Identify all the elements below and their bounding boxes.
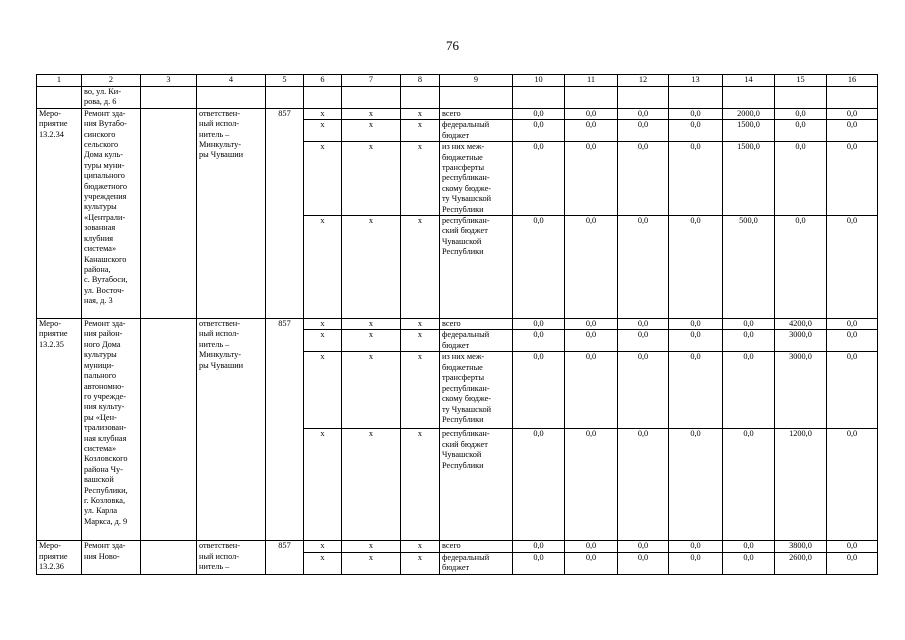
event-code: Меро- приятие 13.2.36 xyxy=(37,541,82,574)
column-header-12: 12 xyxy=(618,75,669,87)
table-header xyxy=(37,75,878,87)
amount-cell: 1200,0 xyxy=(775,429,827,541)
amount-cell: 0,0 xyxy=(827,216,878,319)
amount-cell: 0,0 xyxy=(827,552,878,574)
amount-cell: 0,0 xyxy=(775,142,827,216)
rz-pr-cell: x xyxy=(304,120,342,142)
budget-table xyxy=(36,74,878,575)
amount-cell: 0,0 xyxy=(618,120,669,142)
amount-cell: 0,0 xyxy=(669,319,723,330)
event-name: Ремонт зда- ния Вутабо- синского сельского Дома куль- туры муни- ципального бюджетного учреждения культуры «Централи- зованная клубния система» Канашского района, с. Вутабоси, ул. Восточ- ная, д. 3 xyxy=(82,108,141,318)
csr-cell: x xyxy=(342,142,401,216)
amount-cell: 0,0 xyxy=(775,216,827,319)
table-row xyxy=(37,541,878,552)
table-row xyxy=(37,108,878,119)
rz-pr-cell: x xyxy=(304,330,342,352)
csr-cell: x xyxy=(342,330,401,352)
amount-cell: 0,0 xyxy=(565,352,618,429)
amount-cell: 0,0 xyxy=(669,552,723,574)
amount-cell: 0,0 xyxy=(669,216,723,319)
amount-cell: 0,0 xyxy=(827,330,878,352)
amount-cell: 1500,0 xyxy=(723,120,775,142)
csr-cell: x xyxy=(342,352,401,429)
empty-cell xyxy=(669,87,723,109)
amount-cell: 0,0 xyxy=(513,541,565,552)
amount-cell: 0,0 xyxy=(827,429,878,541)
amount-cell: 0,0 xyxy=(565,330,618,352)
amount-cell: 0,0 xyxy=(618,352,669,429)
amount-cell: 0,0 xyxy=(827,319,878,330)
vr-cell: x xyxy=(401,108,440,119)
amount-cell: 0,0 xyxy=(827,352,878,429)
table-body xyxy=(37,87,878,575)
amount-cell: 0,0 xyxy=(618,429,669,541)
amount-cell: 0,0 xyxy=(723,352,775,429)
funding-source: из них меж- бюджетные трансферты республикан- скому бюдже- ту Чувашской Республики xyxy=(440,352,513,429)
column-header-9: 9 xyxy=(440,75,513,87)
empty-cell xyxy=(141,541,197,574)
responsible-executor: ответствен- ный испол- нитель – Минкульту- ры Чувашии xyxy=(197,319,266,541)
table-row xyxy=(37,319,878,330)
amount-cell: 0,0 xyxy=(513,552,565,574)
amount-cell: 0,0 xyxy=(513,429,565,541)
column-header-16: 16 xyxy=(827,75,878,87)
amount-cell: 0,0 xyxy=(565,429,618,541)
amount-cell: 2600,0 xyxy=(775,552,827,574)
funding-source: республикан- ский бюджет Чувашской Республики xyxy=(440,429,513,541)
amount-cell: 0,0 xyxy=(775,120,827,142)
csr-cell: x xyxy=(342,216,401,319)
rz-pr-cell: x xyxy=(304,352,342,429)
amount-cell: 0,0 xyxy=(669,108,723,119)
amount-cell: 0,0 xyxy=(618,108,669,119)
amount-cell: 0,0 xyxy=(669,330,723,352)
csr-cell: x xyxy=(342,429,401,541)
grbs-code: 857 xyxy=(266,541,304,574)
funding-source: всего xyxy=(440,541,513,552)
csr-cell: x xyxy=(342,108,401,119)
column-header-1: 1 xyxy=(37,75,82,87)
amount-cell: 0,0 xyxy=(723,319,775,330)
amount-cell: 0,0 xyxy=(618,142,669,216)
rz-pr-cell: x xyxy=(304,429,342,541)
empty-cell xyxy=(141,87,197,109)
csr-cell: x xyxy=(342,541,401,552)
event-name: Ремонт зда- ния Ново- xyxy=(82,541,141,574)
responsible-executor: ответствен- ный испол- нитель – Минкульту- ры Чувашии xyxy=(197,108,266,318)
amount-cell: 500,0 xyxy=(723,216,775,319)
event-name: Ремонт зда- ния район- ного Дома культуры муници- пального автономно- го учрежде- ния культу- ры «Цен- трализован- ная клубная система» Козловского района Чу- вашской Республики, г. Козловка, ул. Карла Маркса, д. 9 xyxy=(82,319,141,541)
empty-cell xyxy=(141,319,197,541)
funding-source: из них меж- бюджетные трансферты республикан- скому бюдже- ту Чувашской Республики xyxy=(440,142,513,216)
vr-cell: x xyxy=(401,216,440,319)
rz-pr-cell: x xyxy=(304,541,342,552)
vr-cell: x xyxy=(401,352,440,429)
amount-cell: 0,0 xyxy=(565,216,618,319)
page-number: 76 xyxy=(446,38,459,53)
vr-cell: x xyxy=(401,319,440,330)
grbs-code: 857 xyxy=(266,319,304,541)
column-header-14: 14 xyxy=(723,75,775,87)
amount-cell: 0,0 xyxy=(565,108,618,119)
vr-cell: x xyxy=(401,429,440,541)
vr-cell: x xyxy=(401,541,440,552)
csr-cell: x xyxy=(342,319,401,330)
amount-cell: 0,0 xyxy=(565,541,618,552)
amount-cell: 1500,0 xyxy=(723,142,775,216)
column-header-7: 7 xyxy=(342,75,401,87)
column-header-6: 6 xyxy=(304,75,342,87)
amount-cell: 0,0 xyxy=(723,541,775,552)
amount-cell: 0,0 xyxy=(513,352,565,429)
amount-cell: 0,0 xyxy=(827,108,878,119)
amount-cell: 0,0 xyxy=(618,319,669,330)
empty-cell xyxy=(304,87,342,109)
csr-cell: x xyxy=(342,120,401,142)
vr-cell: x xyxy=(401,330,440,352)
rz-pr-cell: x xyxy=(304,319,342,330)
rz-pr-cell: x xyxy=(304,216,342,319)
funding-source: федеральный бюджет xyxy=(440,330,513,352)
empty-cell xyxy=(401,87,440,109)
amount-cell: 3000,0 xyxy=(775,352,827,429)
event-code xyxy=(37,87,82,109)
column-header-2: 2 xyxy=(82,75,141,87)
empty-cell xyxy=(723,87,775,109)
column-header-10: 10 xyxy=(513,75,565,87)
empty-cell xyxy=(775,87,827,109)
empty-cell xyxy=(618,87,669,109)
amount-cell: 0,0 xyxy=(669,352,723,429)
amount-cell: 4200,0 xyxy=(775,319,827,330)
empty-cell xyxy=(342,87,401,109)
funding-source: всего xyxy=(440,108,513,119)
amount-cell: 0,0 xyxy=(513,120,565,142)
column-header-8: 8 xyxy=(401,75,440,87)
amount-cell: 0,0 xyxy=(565,319,618,330)
amount-cell: 0,0 xyxy=(775,108,827,119)
amount-cell: 0,0 xyxy=(513,330,565,352)
funding-source: федеральный бюджет xyxy=(440,552,513,574)
vr-cell: x xyxy=(401,552,440,574)
vr-cell: x xyxy=(401,120,440,142)
csr-cell: x xyxy=(342,552,401,574)
amount-cell: 0,0 xyxy=(723,429,775,541)
rz-pr-cell: x xyxy=(304,142,342,216)
column-header-4: 4 xyxy=(197,75,266,87)
amount-cell: 0,0 xyxy=(513,142,565,216)
amount-cell: 0,0 xyxy=(669,142,723,216)
amount-cell: 0,0 xyxy=(669,429,723,541)
amount-cell: 0,0 xyxy=(513,108,565,119)
column-header-5: 5 xyxy=(266,75,304,87)
amount-cell: 0,0 xyxy=(827,120,878,142)
funding-source: республикан- ский бюджет Чувашской Республики xyxy=(440,216,513,319)
rz-pr-cell: x xyxy=(304,552,342,574)
amount-cell: 0,0 xyxy=(618,552,669,574)
event-name: во, ул. Ки- рова, д. 6 xyxy=(82,87,141,109)
table-row xyxy=(37,87,878,109)
amount-cell: 0,0 xyxy=(669,541,723,552)
empty-cell xyxy=(440,87,513,109)
amount-cell: 2000,0 xyxy=(723,108,775,119)
column-header-3: 3 xyxy=(141,75,197,87)
funding-source: федеральный бюджет xyxy=(440,120,513,142)
column-header-15: 15 xyxy=(775,75,827,87)
empty-cell xyxy=(141,108,197,318)
event-code: Меро- приятие 13.2.34 xyxy=(37,108,82,318)
amount-cell: 0,0 xyxy=(669,120,723,142)
amount-cell: 0,0 xyxy=(723,330,775,352)
amount-cell: 0,0 xyxy=(513,319,565,330)
funding-source: всего xyxy=(440,319,513,330)
column-header-11: 11 xyxy=(565,75,618,87)
amount-cell: 0,0 xyxy=(618,541,669,552)
grbs-code: 857 xyxy=(266,108,304,318)
rz-pr-cell: x xyxy=(304,108,342,119)
amount-cell: 0,0 xyxy=(827,541,878,552)
amount-cell: 0,0 xyxy=(513,216,565,319)
amount-cell: 3800,0 xyxy=(775,541,827,552)
amount-cell: 0,0 xyxy=(827,142,878,216)
amount-cell: 0,0 xyxy=(618,216,669,319)
empty-cell xyxy=(266,87,304,109)
amount-cell: 0,0 xyxy=(565,120,618,142)
responsible-executor: ответствен- ный испол- нитель – xyxy=(197,541,266,574)
amount-cell: 0,0 xyxy=(723,552,775,574)
column-header-13: 13 xyxy=(669,75,723,87)
amount-cell: 0,0 xyxy=(565,142,618,216)
amount-cell: 0,0 xyxy=(565,552,618,574)
empty-cell xyxy=(513,87,565,109)
amount-cell: 0,0 xyxy=(618,330,669,352)
empty-cell xyxy=(827,87,878,109)
empty-cell xyxy=(197,87,266,109)
event-code: Меро- приятие 13.2.35 xyxy=(37,319,82,541)
amount-cell: 3000,0 xyxy=(775,330,827,352)
vr-cell: x xyxy=(401,142,440,216)
empty-cell xyxy=(565,87,618,109)
